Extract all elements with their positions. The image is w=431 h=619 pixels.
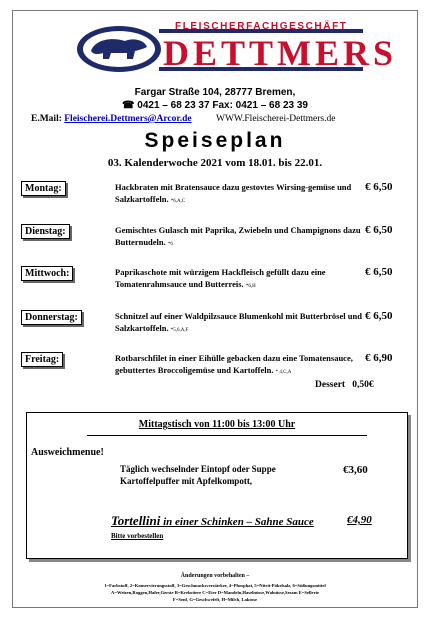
week-subtitle: 03. Kalenderwoche 2021 vom 18.01. bis 22.01.: [107, 157, 323, 169]
dish-mittwoch: Paprikaschote mit würzigem Hackfleisch gefüllt dazu eine Tomatenrahmsauce und Butterreis. *6,H: [115, 267, 326, 289]
website: WWW.Fleischerei-Dettmers.de: [216, 114, 336, 124]
dish-dienstag: Gemischtes Gulasch mit Paprika, Zwiebeln und Champignons dazu Butternudeln. *6: [115, 225, 361, 247]
dish-donnerstag: Schnitzel auf einer Waldpilzsauce Blumenkohl mit Butterbrösel und Salzkartoffeln. *5,6,A,F: [115, 311, 362, 333]
price-freitag: € 6,90: [365, 352, 393, 364]
brand-name: DETTMERS: [163, 33, 398, 73]
address-phone: ☎ 0421 – 68 23 37 Fax: 0421 – 68 23 39: [122, 100, 308, 111]
day-label-donnerstag: Donnerstag:: [21, 310, 82, 325]
dessert: Dessert 0,50€: [315, 380, 374, 390]
address-street: Fargar Straße 104, 28777 Bremen,: [134, 87, 296, 98]
price-donnerstag: € 6,50: [365, 310, 393, 322]
ausweich-label: Ausweichmenue!: [31, 447, 104, 458]
footer-line-1: 1=Farbstoff, 2=Konservierungsstoff, 3=Geschmacksverstärker, 4=Phosphat, 5=Nitrit-Pökelsalz, 6=Süßungsmittel: [104, 583, 326, 588]
price-dienstag: € 6,50: [365, 224, 393, 236]
footer-line-2: A=Weizen,Roggen,Hafer,Gerste B=Krebstiere C=Eier D=Mandeln,Haselnüsse,Walnüsse,Sesam E=Sellerie: [111, 590, 319, 595]
brand-tagline: FLEISCHERFACHGESCHÄFT: [175, 21, 348, 32]
menu-page: [12, 10, 418, 608]
price-mittwoch: € 6,50: [365, 266, 393, 278]
mittagstisch-box: [26, 412, 408, 559]
day-label-dienstag: Dienstag:: [21, 224, 70, 239]
day-label-montag: Montag:: [21, 181, 66, 196]
divider: [87, 435, 367, 436]
footer-line-3: F=Senf, G=Geschwefelt, H=Milch, Laktose: [172, 597, 258, 602]
dish-montag: Hackbraten mit Bratensauce dazu gestovtes Wirsing-gemüse und Salzkartoffeln. *6,A,C: [115, 182, 352, 204]
day-label-freitag: Freitag:: [21, 352, 63, 367]
email-link[interactable]: Fleischerei.Dettmers@Arcor.de: [64, 114, 192, 124]
email-row: [31, 114, 335, 124]
footer-heading: Änderungen vorbehalten –: [180, 573, 250, 579]
mittagstisch-title: Mittagstisch von 11:00 bis 13:00 Uhr: [138, 419, 296, 430]
ausweich-price: €3,60: [343, 464, 368, 476]
day-label-mittwoch: Mittwoch:: [21, 266, 73, 281]
price-montag: € 6,50: [365, 181, 393, 193]
email-label: E.Mail:: [31, 114, 62, 124]
preorder-note: Bitte vorbestellen: [111, 532, 164, 540]
page-title: Speiseplan: [144, 129, 286, 152]
ausweich-desc: Täglich wechselnder Eintopf oder Suppe Kartoffelpuffer mit Apfelkompott,: [120, 464, 276, 486]
tortellini-price: €4,90: [347, 514, 372, 526]
dish-freitag: Rotbarschfilet in einer Eihülle gebacken dazu eine Tomatensauce, gebuttertes Broccoligemüse und Kartoffeln. * 4,C,A: [115, 353, 353, 375]
tortellini-dish: Tortellini in einer Schinken – Sahne Sauce: [111, 513, 314, 528]
